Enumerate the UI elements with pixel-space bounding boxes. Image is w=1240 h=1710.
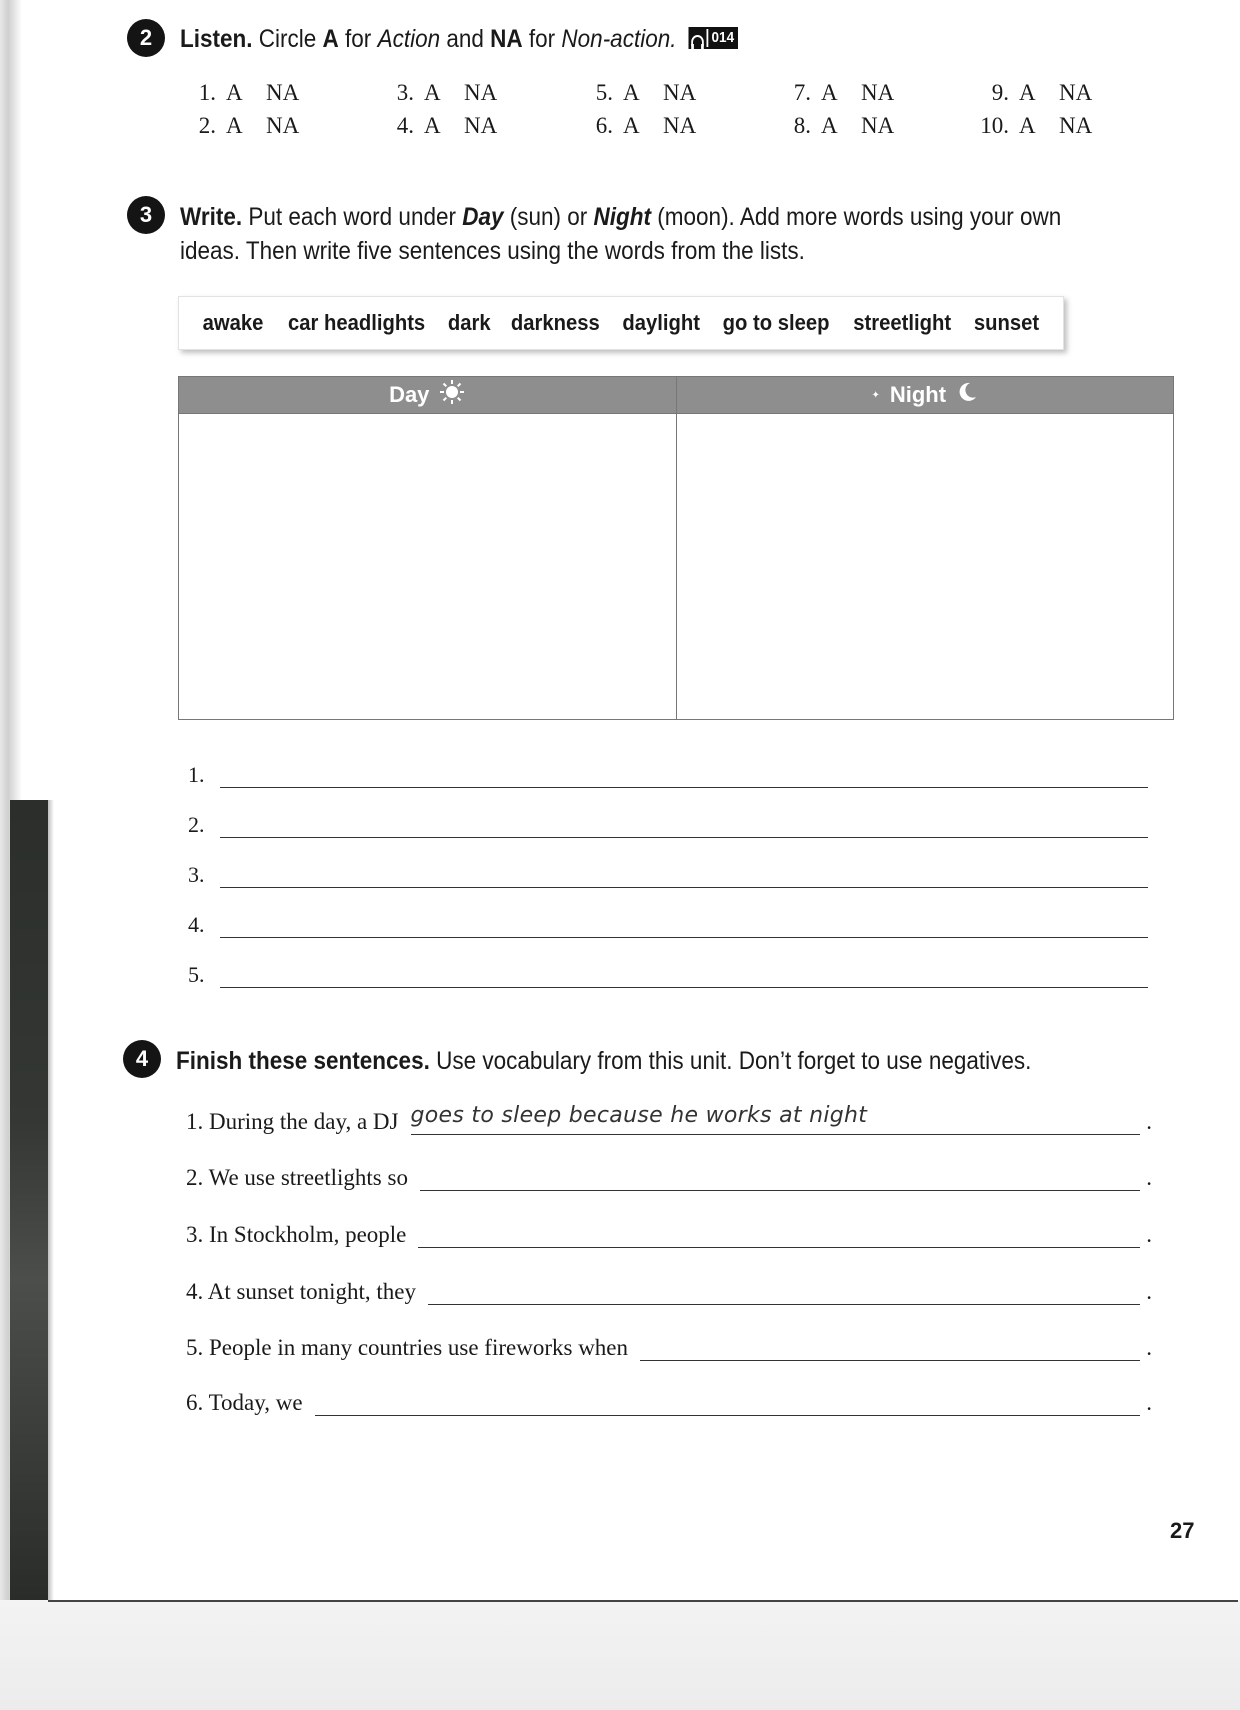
exercise-number-4: 4 [123, 1040, 161, 1078]
instruction-text: Use vocabulary from this unit. Don’t forget to use negatives. [429, 1047, 1032, 1075]
page-number: 27 [1170, 1518, 1195, 1543]
instruction-nonaction: Non-action. [561, 25, 677, 53]
sentence-period: . [1146, 1222, 1152, 1247]
sentence-period: . [1146, 1109, 1152, 1134]
listen-item [581, 113, 696, 139]
option-na[interactable]: NA [1059, 80, 1093, 105]
binding-shadow [10, 800, 48, 1600]
write-rule[interactable] [220, 963, 1148, 988]
night-header-label: Night [889, 382, 947, 407]
sentence-stem: 6. Today, we [186, 1390, 303, 1415]
finish-sentence [186, 1217, 1152, 1248]
option-a[interactable]: A [623, 113, 640, 138]
page-bottom-edge [0, 1600, 1240, 1710]
instruction-action: Action [377, 25, 441, 53]
sentence-stem: 3. In Stockholm, people [186, 1222, 407, 1247]
option-a[interactable]: A [1019, 80, 1036, 105]
day-column[interactable] [179, 377, 676, 719]
instruction-text: Circle [252, 25, 323, 53]
word-bank-item: daylight [622, 310, 700, 335]
exercise-2-instruction [180, 22, 738, 56]
option-a[interactable]: A [1019, 113, 1036, 138]
instruction-text: and [440, 25, 491, 53]
finish-sentence [186, 1104, 1152, 1135]
option-a[interactable]: A [424, 80, 441, 105]
day-night-table [178, 376, 1174, 720]
exercise-number-2: 2 [127, 19, 165, 57]
option-na[interactable]: NA [1059, 113, 1093, 138]
item-number: 2. [198, 113, 216, 138]
handwritten-answer: goes to sleep because he works at night [410, 1103, 868, 1128]
finish-sentence [186, 1274, 1152, 1305]
night-header [677, 377, 1174, 414]
instruction-lead: Listen. [180, 25, 253, 53]
option-na[interactable]: NA [861, 80, 895, 105]
sentence-line[interactable] [188, 812, 1148, 838]
option-a[interactable]: A [226, 80, 243, 105]
instruction-text: (sun) or [503, 203, 594, 231]
listen-item [382, 113, 497, 139]
answer-blank[interactable] [640, 1330, 1140, 1361]
option-na[interactable]: NA [266, 80, 300, 105]
write-rule[interactable] [220, 813, 1148, 838]
instruction-night: Night [593, 203, 652, 231]
instruction-day: Day [462, 203, 504, 231]
sentence-line[interactable] [188, 862, 1148, 888]
word-bank [178, 296, 1064, 350]
instruction-text: (moon). Add more words using your own [651, 203, 1062, 231]
day-header [179, 377, 676, 414]
item-number: 8. [793, 113, 811, 138]
word-bank-item: awake [203, 310, 264, 335]
option-na[interactable]: NA [663, 80, 697, 105]
answer-blank[interactable] [411, 1104, 1141, 1135]
answer-blank[interactable] [420, 1160, 1140, 1191]
listen-item [184, 113, 299, 139]
sentence-stem: 1. During the day, a DJ [186, 1109, 399, 1134]
option-a[interactable]: A [821, 113, 838, 138]
listen-item [581, 80, 696, 106]
instruction-na: NA [490, 25, 523, 53]
sentence-line[interactable] [188, 962, 1148, 988]
listen-item [184, 80, 299, 106]
instruction-lead: Write. [180, 203, 243, 231]
listen-item [977, 113, 1092, 139]
option-na[interactable]: NA [464, 80, 498, 105]
write-rule[interactable] [220, 863, 1148, 888]
word-bank-item: go to sleep [722, 310, 830, 335]
audio-track-number: 014 [711, 29, 735, 47]
sentence-line[interactable] [188, 912, 1148, 938]
item-number: 5. [595, 80, 613, 105]
listen-item [779, 80, 894, 106]
day-header-label: Day [389, 382, 430, 407]
option-na[interactable]: NA [663, 113, 697, 138]
word-bank-item: streetlight [853, 310, 952, 335]
item-number: 4. [396, 113, 414, 138]
line-number: 1. [188, 762, 205, 787]
option-na[interactable]: NA [464, 113, 498, 138]
audio-track-badge[interactable] [688, 27, 738, 49]
moon-icon [956, 381, 978, 409]
exercise-number-3: 3 [127, 196, 165, 234]
exercise-4-instruction [176, 1044, 1031, 1078]
instruction-text: for [522, 25, 562, 53]
headphones-icon [690, 29, 708, 47]
option-a[interactable]: A [623, 80, 640, 105]
option-a[interactable]: A [226, 113, 243, 138]
instruction-line-2: ideas. Then write five sentences using the words from the lists. [180, 237, 805, 265]
night-column[interactable] [676, 377, 1174, 719]
finish-sentence [186, 1160, 1152, 1191]
exercise-3-instruction [180, 200, 1061, 268]
instruction-a: A [322, 25, 339, 53]
sun-icon [439, 379, 465, 411]
write-rule[interactable] [220, 913, 1148, 938]
instruction-lead: Finish these sentences. [176, 1047, 430, 1075]
option-a[interactable]: A [424, 113, 441, 138]
word-bank-item: sunset [973, 310, 1039, 335]
write-rule[interactable] [220, 763, 1148, 788]
option-na[interactable]: NA [266, 113, 300, 138]
listen-item [977, 80, 1092, 106]
option-a[interactable]: A [821, 80, 838, 105]
page-bottom-rule [48, 1600, 1238, 1602]
line-number: 5. [188, 962, 205, 987]
word-bank-item: dark [447, 310, 491, 335]
sentence-stem: 5. People in many countries use fireworks when [186, 1335, 629, 1360]
item-number: 1. [198, 80, 216, 105]
item-number: 9. [991, 80, 1009, 105]
sentence-stem: 4. At sunset tonight, they [186, 1279, 416, 1304]
finish-sentence [186, 1385, 1152, 1416]
finish-sentence [186, 1330, 1152, 1361]
listen-item [779, 113, 894, 139]
item-number: 6. [595, 113, 613, 138]
star-icon: ✦ [871, 389, 880, 401]
listen-item [382, 80, 497, 106]
item-number: 7. [793, 80, 811, 105]
answer-blank[interactable] [418, 1217, 1140, 1248]
instruction-line-1 [180, 200, 1061, 234]
line-number: 3. [188, 862, 205, 887]
sentence-period: . [1146, 1279, 1152, 1304]
sentence-period: . [1146, 1335, 1152, 1360]
instruction-text: Put each word under [242, 203, 463, 231]
item-number: 3. [396, 80, 414, 105]
sentence-period: . [1146, 1390, 1152, 1415]
sentence-stem: 2. We use streetlights so [186, 1165, 408, 1190]
option-na[interactable]: NA [861, 113, 895, 138]
line-number: 2. [188, 812, 205, 837]
word-bank-item: darkness [511, 310, 600, 335]
sentence-period: . [1146, 1165, 1152, 1190]
sentence-line[interactable] [188, 762, 1148, 788]
answer-blank[interactable] [315, 1385, 1141, 1416]
instruction-text: for [338, 25, 378, 53]
answer-blank[interactable] [428, 1274, 1140, 1305]
line-number: 4. [188, 912, 205, 937]
item-number: 10. [980, 113, 1009, 138]
word-bank-item: car headlights [287, 310, 425, 335]
